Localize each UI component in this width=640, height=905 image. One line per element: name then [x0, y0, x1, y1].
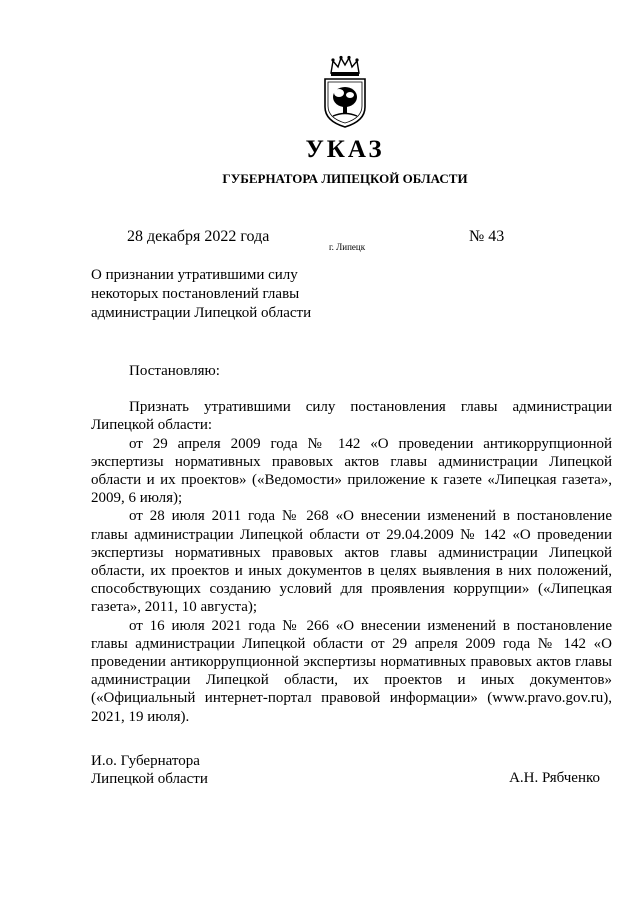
document-subtitle: ГУБЕРНАТОРА ЛИПЕЦКОЙ ОБЛАСТИ [222, 171, 468, 186]
decree-line: Постановляю: [129, 363, 220, 379]
signatory-name: А.Н. Рябченко [509, 770, 600, 786]
subject-line: О признании утратившими силу [91, 267, 298, 283]
body-paragraph: от 29 апреля 2009 года № 142 «О проведении антикоррупционной экспертизы нормативных правовых актов главы администрации Липецкой области и их проектов» («Ведомости» приложение к газете «Липецкая газета», 2009, 6 июля); [91, 435, 612, 507]
coat-of-arms-emblem [321, 55, 369, 129]
signatory-position [91, 752, 208, 788]
signatory-position-line: Липецкой области [91, 771, 208, 787]
document-body [91, 362, 612, 726]
document-subject [91, 266, 351, 323]
document-number: № 43 [469, 228, 505, 245]
signatory-position-line: И.о. Губернатора [91, 753, 200, 769]
document-city: г. Липецк [329, 242, 366, 252]
body-paragraph: от 16 июля 2021 года № 266 «О внесении изменений в постановление главы администрации Липецкой области от 29 апреля 2009 года № 142 «О проведении антикоррупционной экспертизы нормативных правовых актов главы администрации Липецкой области, их проектов и иных документов» («Официальный интернет-портал правовой информации» (www.pravo.gov.ru), 2021, 19 июля). [91, 617, 612, 725]
document-date: 28 декабря 2022 года [127, 228, 270, 245]
document-title: УКАЗ [305, 136, 385, 163]
body-paragraph: Признать утратившими силу постановления главы администрации Липецкой области: [91, 399, 612, 434]
body-paragraph: от 28 июля 2011 года № 268 «О внесении изменений в постановление главы администрации Липецкой области от 29.04.2009 № 142 «О проведении экспертизы нормативных правовых актов главы администрации Липецкой области, их проектов и иных документов в целях выявления в них положений, способствующих созданию условий для проявления коррупции» («Липецкая газета», 2011, 10 августа); [91, 508, 612, 616]
subject-line: некоторых постановлений главы [91, 286, 300, 302]
subject-line: администрации Липецкой области [91, 305, 312, 321]
